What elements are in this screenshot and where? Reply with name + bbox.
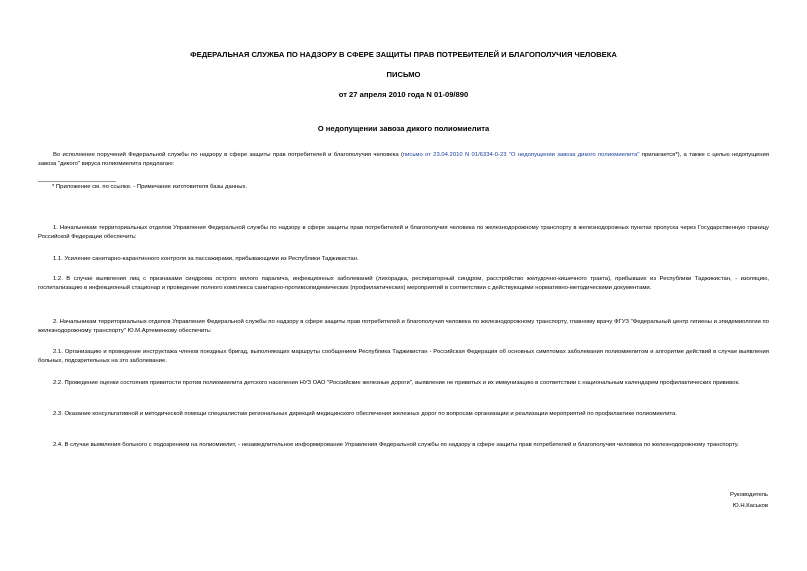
signature-name: Ю.Н.Каськов — [732, 503, 768, 509]
footnote-divider — [38, 181, 116, 182]
intro-text-before: Во исполнение поручений Федеральной службы по надзору в сфере защиты прав потребителей и благополучия человека ( — [53, 152, 403, 158]
item-2-2: 2.2. Проведение оценки состояния привитости против полиомиелита детского населения НУЗ ОАО "Российские железные дороги", выявление не привитых и их иммунизацию в соответствии с национальным календарем профилактических прививок. — [53, 380, 740, 386]
item-2-4: 2.4. В случае выявления больного с подозрением на полиомиелит, - незамедлительное информирование Управления Федеральной службы по надзору в сфере защиты прав потребителей и благополучия человека по железнодорожному транспорту. — [53, 442, 739, 448]
referenced-letter-link[interactable]: письмо от 23.04.2010 N 01/6334-0-23 "О недопущении завоза дикого полиомиелита" — [402, 152, 640, 158]
item-2-3: 2.3. Оказание консультативной и методической помощи специалистам региональных дирекций медицинского обеспечения железных дорог по вопросам организации и реализации мероприятий по профилактике полиомиелита. — [53, 411, 678, 417]
intro-paragraph — [38, 151, 769, 169]
item-2-1: 2.1. Организацию и проведение инструктажа членов поездных бригад, выполняющих маршруты сообщением Республика Таджикистан - Российская Федерация об основных симптомах заболевания полиомиелитом и алгоритме действий в случае выявления больных, подозрительных на это заболевание. — [38, 349, 769, 365]
item-2: 2. Начальникам территориальных отделов Управления Федеральной службы по надзору в сфере защиты прав потребителей и благополучия человека по железнодорожному транспорту, главному врачу ФГУЗ "Федеральный центр гигиены и эпидемиологии по железнодорожному транспорту" Ю.М.Артеменкову обеспечить: — [38, 319, 769, 335]
intro-text-after: прилагается*), а также с целью недопущения завоза "дикого" вируса полиомиелита предлагаю: — [38, 152, 769, 168]
footnote: * Приложение см. по ссылке. - Примечание изготовителя базы данных. — [52, 184, 248, 190]
document-date-number: от 27 апреля 2010 года N 01-09/890 — [338, 90, 469, 99]
document-subject: О недопущении завоза дикого полиомиелита — [317, 124, 490, 133]
document-type: ПИСЬМО — [386, 70, 421, 79]
signature-title: Руководитель — [730, 492, 768, 498]
item-1: 1. Начальникам территориальных отделов Управления Федеральной службы по надзору в сфере защиты прав потребителей и благополучия человека по железнодорожному транспорту в железнодорожных пунктах пропуска через Государственную границу Российской Федерации обеспечить: — [38, 225, 769, 241]
item-1-1: 1.1. Усиление санитарно-карантинного контроля за пассажирами, прибывающими из Республики Таджикистан. — [53, 256, 359, 262]
item-1-2: 1.2. В случае выявления лиц с признаками синдрома острого вялого паралича, инфекционных заболеваний (лихорадка, респираторный синдром, расстройство желудочно-кишечного тракта), прибывших из Республики Таджикистан, - изоляцию, госпитализацию в инфекционный стационар и проведение полного комплекса санитарно-противоэпидемических (профилактических) мероприятий в соответствии с действующими нормативно-методическими документами. — [38, 276, 769, 292]
issuing-organization: ФЕДЕРАЛЬНАЯ СЛУЖБА ПО НАДЗОРУ В СФЕРЕ ЗАЩИТЫ ПРАВ ПОТРЕБИТЕЛЕЙ И БЛАГОПОЛУЧИЯ ЧЕЛОВЕКА — [190, 50, 617, 59]
